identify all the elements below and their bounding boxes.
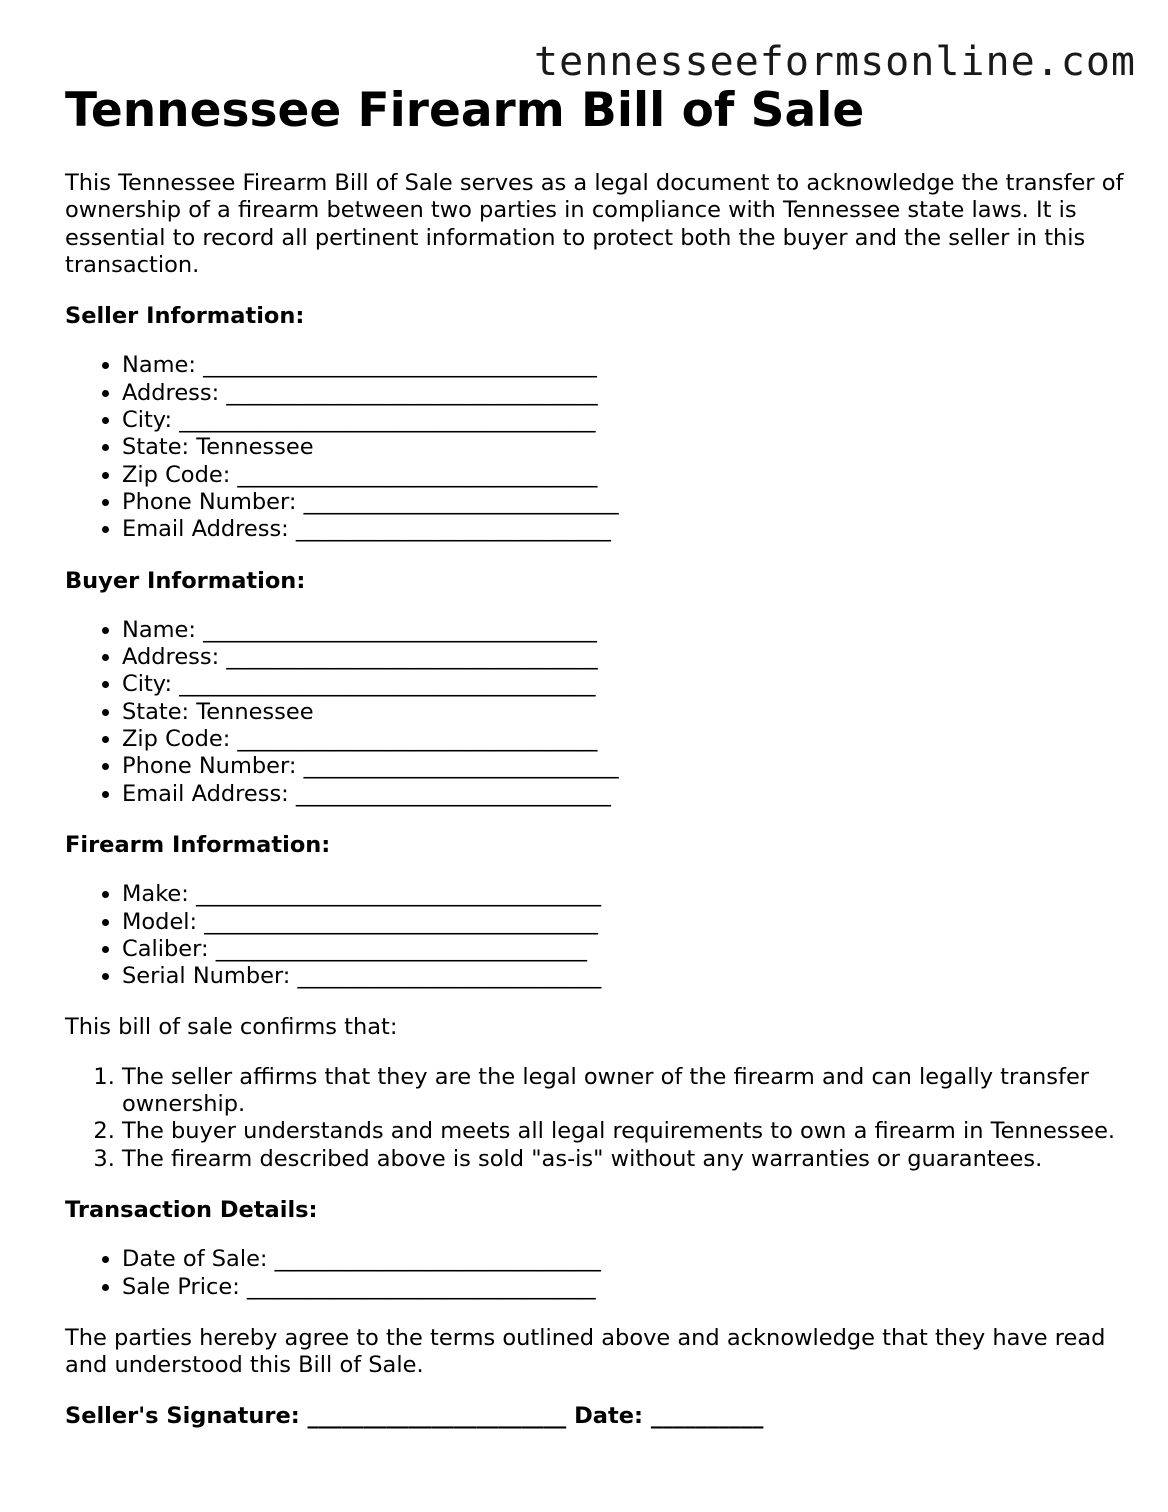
buyer-email-field: • Email Address: ____________________________ xyxy=(122,781,1125,808)
confirmation-intro: This bill of sale confirms that: xyxy=(65,1014,398,1041)
seller-signature-line: Seller's Signature: _______________________ Date: __________ xyxy=(65,1403,764,1430)
document-page xyxy=(65,80,1125,1431)
firearm-make-field: • Make: ____________________________________ xyxy=(122,881,1125,908)
seller-state-field: • State: Tennessee xyxy=(122,434,1125,461)
confirmation-item: 2. The buyer understands and meets all legal requirements to own a firearm in Tennessee. xyxy=(122,1118,1125,1145)
buyer-city-field: • City: _____________________________________ xyxy=(122,671,1125,698)
seller-phone-field: • Phone Number: ____________________________ xyxy=(122,489,1125,516)
agreement-paragraph: The parties hereby agree to the terms outlined above and acknowledge that they have read and understood this Bill of Sale. xyxy=(65,1324,1106,1379)
buyer-name-field: • Name: ___________________________________ xyxy=(122,617,1125,644)
seller-zip-field: • Zip Code: ________________________________ xyxy=(122,462,1125,489)
intro-paragraph: This Tennessee Firearm Bill of Sale serves as a legal document to acknowledge the transfer of ownership of a firearm between two parties in compliance with Tennessee state laws. It is essential to record all pertinent information to protect both the buyer and the seller in this transaction. xyxy=(65,170,1124,278)
firearm-section-heading: Firearm Information: xyxy=(65,831,331,858)
firearm-fields-list xyxy=(65,881,1125,990)
buyer-address-field: • Address: _________________________________ xyxy=(122,644,1125,671)
buyer-state-field: • State: Tennessee xyxy=(122,699,1125,726)
confirmation-item: 1. The seller affirms that they are the legal owner of the firearm and can legally transfer ownership. xyxy=(122,1064,1125,1119)
seller-email-field: • Email Address: ____________________________ xyxy=(122,516,1125,543)
seller-fields-list xyxy=(65,352,1125,543)
sale-price-field: • Sale Price: _______________________________ xyxy=(122,1274,1125,1301)
confirmation-item: 3. The firearm described above is sold "as-is" without any warranties or guarantees. xyxy=(122,1146,1125,1173)
seller-name-field: • Name: ___________________________________ xyxy=(122,352,1125,379)
document-title: Tennessee Firearm Bill of Sale xyxy=(65,83,865,138)
firearm-model-field: • Model: ___________________________________ xyxy=(122,909,1125,936)
site-watermark: tennesseeformsonline.com xyxy=(534,39,1136,85)
confirmation-list xyxy=(65,1064,1125,1173)
firearm-caliber-field: • Caliber: _________________________________ xyxy=(122,936,1125,963)
buyer-fields-list xyxy=(65,617,1125,808)
buyer-phone-field: • Phone Number: ____________________________ xyxy=(122,753,1125,780)
date-of-sale-field: • Date of Sale: _____________________________ xyxy=(122,1246,1125,1273)
transaction-fields-list xyxy=(65,1246,1125,1301)
seller-address-field: • Address: _________________________________ xyxy=(122,380,1125,407)
buyer-zip-field: • Zip Code: ________________________________ xyxy=(122,726,1125,753)
transaction-section-heading: Transaction Details: xyxy=(65,1196,318,1223)
seller-section-heading: Seller Information: xyxy=(65,303,305,330)
firearm-serial-field: • Serial Number: ___________________________ xyxy=(122,963,1125,990)
buyer-section-heading: Buyer Information: xyxy=(65,567,306,594)
seller-city-field: • City: _____________________________________ xyxy=(122,407,1125,434)
